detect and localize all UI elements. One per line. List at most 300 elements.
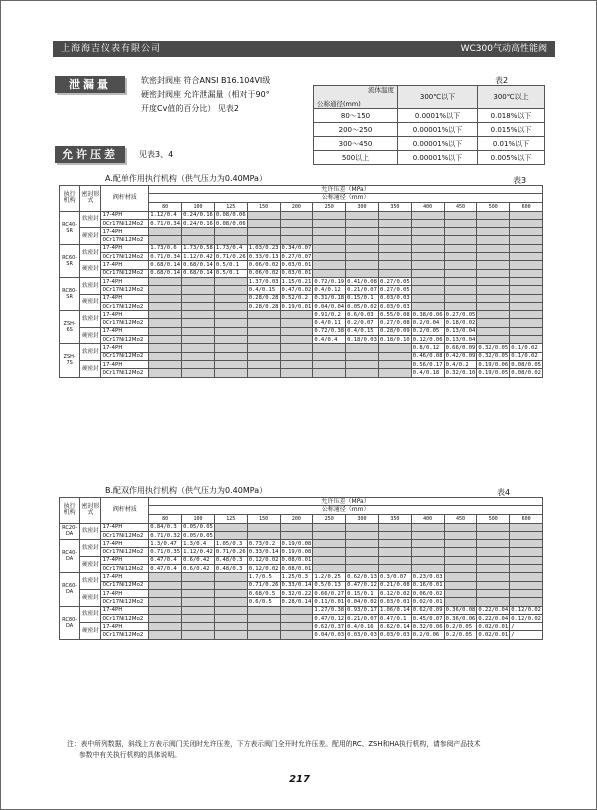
value-cell: 0.71/0.34 [150, 220, 181, 227]
value-cell: 0.3/0.07 [378, 573, 411, 581]
table2-cell: 0.015%以下 [478, 123, 545, 137]
value-cell: 0.27/0.05 [379, 278, 410, 285]
value-cell [444, 261, 477, 269]
dn-header: 125 [214, 202, 247, 211]
value-cell: 0.04/0.02 [347, 598, 377, 605]
value-cell: 0.27/0.05 [379, 286, 410, 293]
value-cell: 0.48/0.3 [214, 565, 247, 573]
value-cell [313, 244, 346, 252]
value-cell: 0.68/0.14 [183, 262, 213, 269]
value-cell [378, 556, 411, 564]
value-cell [182, 277, 215, 285]
seal-cell: 硬密封 [80, 261, 101, 278]
value-cell [346, 565, 379, 573]
table-row [60, 531, 543, 539]
value-cell [149, 598, 182, 606]
value-cell [313, 269, 346, 277]
value-cell [510, 581, 543, 589]
header-stem: 阀杆材质 [101, 498, 149, 524]
value-cell [214, 531, 247, 539]
value-cell [378, 244, 411, 252]
value-cell [477, 573, 510, 581]
value-cell [247, 327, 280, 335]
value-cell: 0.03/0.01 [379, 598, 410, 605]
value-cell: 0.15/0.1 [346, 589, 379, 597]
value-cell [378, 219, 411, 227]
value-cell: 0.4/0.16 [346, 623, 379, 631]
seal-cell: 软密封 [80, 244, 101, 261]
value-cell [280, 369, 313, 377]
value-cell [149, 352, 182, 360]
value-cell [149, 302, 182, 310]
table2-cell: 300～450 [314, 137, 398, 151]
value-cell [247, 531, 280, 539]
value-cell [411, 531, 444, 539]
value-cell [444, 253, 477, 261]
table-row [60, 294, 543, 302]
value-cell [411, 269, 444, 277]
stem-material-cell: 0Cr17Ni12Mo2 [101, 236, 149, 244]
value-cell: 0.06/0.02 [248, 270, 279, 277]
header-actuator: 执行机构 [60, 186, 80, 212]
dn-header: 100 [182, 202, 215, 211]
value-cell [346, 236, 379, 244]
value-cell: 1.3/0.4 [182, 540, 215, 548]
dn-header: 300 [346, 202, 379, 211]
value-cell [444, 211, 477, 219]
value-cell [411, 565, 444, 573]
seal-cell: 硬密封 [80, 294, 101, 311]
stem-material-cell: 17-4PH [101, 244, 149, 252]
value-cell: 0.45/0.07 [412, 615, 443, 622]
value-cell [444, 219, 477, 227]
value-cell [477, 556, 510, 564]
value-cell: 0.2/0.05 [444, 623, 477, 631]
value-cell [346, 531, 379, 539]
table2-cell: 0.00001%以下 [398, 137, 478, 151]
tableA-label: 表3 [513, 176, 527, 185]
dn-header: 150 [247, 202, 280, 211]
value-cell [346, 523, 379, 531]
tableB-label: 表4 [497, 488, 511, 497]
value-cell: 1.73/0.4 [214, 244, 247, 252]
value-cell: 0.84/0.3 [149, 523, 182, 531]
value-cell: 0.19/0.08 [281, 540, 312, 547]
value-cell [182, 589, 215, 597]
value-cell [346, 228, 379, 236]
value-cell [149, 327, 182, 335]
value-cell: 0.47/0.4 [149, 556, 182, 564]
value-cell [378, 360, 411, 368]
leak-line-3: 开度Cv值的百分比） 见表2 [141, 104, 239, 113]
value-cell: 1.73/0.58 [183, 245, 213, 252]
value-cell: 0.03/0.03 [379, 303, 410, 310]
value-cell [280, 631, 313, 639]
value-cell: 0.2/0.07 [346, 319, 379, 327]
value-cell: 0.05/0.05 [183, 532, 213, 539]
value-cell [149, 228, 182, 236]
value-cell [510, 294, 543, 302]
value-cell: 0.6/0.03 [346, 311, 379, 319]
table2-cell: 0.00001%以下 [398, 123, 478, 137]
table4 [59, 497, 543, 640]
table2-cell: 0.0001%以下 [398, 109, 478, 123]
value-cell: 0.73/0.2 [247, 540, 280, 548]
value-cell [411, 286, 444, 294]
value-cell [182, 286, 215, 294]
value-cell: 0.42/0.09 [445, 353, 476, 360]
value-cell [510, 253, 543, 261]
value-cell: 0.02/0.01 [478, 623, 509, 630]
value-cell: 0.18/0.02 [445, 320, 476, 327]
value-cell [182, 294, 215, 302]
value-cell: 0.12/0.02 [248, 565, 279, 572]
value-cell: 0.2/0.05 [411, 327, 444, 335]
leak-line-2: 硬密封阀座 允许泄漏量（相对于90° [141, 90, 270, 99]
table2-col2: 300℃以上 [478, 86, 545, 109]
value-cell: 0.47/0.12 [347, 582, 377, 589]
value-cell: 0.21/0.08 [379, 582, 410, 589]
value-cell [313, 360, 346, 368]
stem-material-cell: 0Cr17Ni12Mo2 [101, 369, 149, 377]
value-cell: 0.34/0.07 [281, 245, 312, 252]
value-cell [411, 302, 444, 310]
value-cell [214, 631, 247, 639]
table-row [60, 523, 543, 531]
table2-label: 表2 [495, 76, 509, 85]
table2-cell: 0.01%以下 [478, 137, 545, 151]
table2-row [314, 151, 545, 165]
value-cell: 1.37/0.03 [248, 278, 279, 285]
value-cell [346, 269, 379, 277]
value-cell [280, 352, 313, 360]
value-cell: 0.66/0.27 [314, 590, 345, 597]
dn-header: 500 [477, 202, 510, 211]
value-cell [280, 336, 313, 344]
table-row [60, 244, 543, 252]
value-cell: 0.62/0.37 [314, 623, 345, 630]
value-cell: 0.12/0.02 [511, 607, 541, 614]
value-cell [313, 344, 346, 352]
value-cell: 0.5/0.1 [214, 269, 247, 277]
stem-material-cell: 17-4PH [101, 606, 149, 614]
stem-material-cell: 17-4PH [101, 623, 149, 631]
value-cell: 0.03/0.01 [281, 270, 312, 277]
value-cell [182, 236, 215, 244]
value-cell [280, 606, 313, 614]
value-cell [149, 286, 182, 294]
value-cell [510, 219, 543, 227]
value-cell [510, 531, 543, 539]
value-cell: 0.23/0.03 [412, 574, 443, 581]
value-cell [214, 236, 247, 244]
value-cell [149, 236, 182, 244]
value-cell [214, 581, 247, 589]
company-name: 上海海吉仪表有限公司 [61, 44, 162, 54]
table2-diag-header [314, 86, 398, 109]
value-cell [149, 606, 182, 614]
value-cell [346, 244, 379, 252]
value-cell: 0.21/0.07 [347, 615, 377, 622]
value-cell [378, 523, 411, 531]
value-cell [510, 589, 543, 597]
stem-material-cell: 17-4PH [101, 228, 149, 236]
value-cell: 0.36/0.08 [445, 607, 476, 614]
value-cell [477, 565, 510, 573]
value-cell [444, 269, 477, 277]
value-cell [280, 344, 313, 352]
value-cell: 0.6/0.42 [182, 565, 215, 573]
value-cell [182, 336, 215, 344]
seal-cell: 硬密封 [80, 360, 101, 377]
value-cell: 0.2/0.05 [444, 631, 477, 639]
value-cell: 0.71/0.26 [215, 549, 246, 556]
stem-material-cell: 0Cr17Ni12Mo2 [101, 565, 149, 573]
value-cell [477, 327, 510, 335]
table2-cell: 80～150 [314, 109, 398, 123]
stem-material-cell: 17-4PH [101, 556, 149, 564]
value-cell [182, 581, 215, 589]
table-row [60, 261, 543, 269]
value-cell: 0.4/0.15 [346, 327, 379, 335]
value-cell [378, 211, 411, 219]
value-cell [378, 236, 411, 244]
value-cell [214, 614, 247, 622]
value-cell [444, 540, 477, 548]
value-cell [510, 244, 543, 252]
value-cell [477, 253, 510, 261]
dn-header: 80 [149, 202, 182, 211]
actuator-cell: RC80-DA [60, 606, 80, 639]
value-cell [444, 581, 477, 589]
value-cell: 0.93/0.17 [347, 607, 377, 614]
value-cell [510, 269, 543, 277]
value-cell: 0.4/0.15 [247, 286, 280, 294]
value-cell [247, 211, 280, 219]
dn-header: 400 [411, 514, 444, 523]
value-cell [313, 540, 346, 548]
value-cell: 0.32/0.06 [412, 623, 443, 630]
value-cell: 0.13/0.04 [445, 336, 476, 343]
value-cell: 0.05/0.02 [347, 303, 377, 310]
value-cell: 0.5/0.13 [313, 581, 346, 589]
seal-cell: 硬密封 [80, 623, 101, 640]
value-cell: 0.15/0.1 [346, 294, 379, 302]
value-cell [411, 261, 444, 269]
value-cell [280, 219, 313, 227]
value-cell [477, 219, 510, 227]
table-row [60, 540, 543, 548]
stem-material-cell: 17-4PH [101, 261, 149, 269]
value-cell [444, 236, 477, 244]
table-row [60, 623, 543, 631]
value-cell [214, 311, 247, 319]
value-cell [182, 598, 215, 606]
value-cell [444, 294, 477, 302]
value-cell: 0.08/0.01 [281, 557, 312, 564]
value-cell: 0.46/0.08 [412, 353, 443, 360]
table2-cell: 0.005%以下 [478, 151, 545, 165]
value-cell: 0.19/0.08 [281, 549, 312, 556]
value-cell [444, 286, 477, 294]
value-cell [378, 261, 411, 269]
value-cell: 0.47/0.12 [314, 615, 345, 622]
leak-line-1: 软密封阀座 符合ANSI B16.104VI级 [141, 76, 271, 85]
value-cell [510, 277, 543, 285]
dn-header: 500 [477, 514, 510, 523]
value-cell [346, 344, 379, 352]
table-row [60, 573, 543, 581]
value-cell: 0.72/0.38 [314, 328, 345, 335]
value-cell: 0.11/0.01 [314, 598, 345, 605]
value-cell [182, 228, 215, 236]
value-cell [214, 277, 247, 285]
header-allowable-pressure: 允许压差（MPa） [149, 186, 543, 194]
value-cell [247, 228, 280, 236]
value-cell [214, 589, 247, 597]
value-cell: 0.12/0.02 [511, 615, 541, 622]
value-cell: 0.24/0.16 [183, 212, 213, 219]
value-cell [182, 311, 215, 319]
value-cell [149, 369, 182, 377]
stem-material-cell: 0Cr17Ni12Mo2 [101, 614, 149, 622]
dn-header: 80 [149, 514, 182, 523]
value-cell [346, 540, 379, 548]
table2-row [314, 109, 545, 123]
seal-cell: 软密封 [80, 523, 101, 540]
value-cell [444, 565, 477, 573]
table2-cell: 500以上 [314, 151, 398, 165]
dn-header: 350 [378, 202, 411, 211]
value-cell [477, 336, 510, 344]
value-cell: 0.2/0.06 [411, 631, 444, 639]
seal-cell: 软密封 [80, 277, 101, 294]
value-cell: 0.62/0.09 [412, 607, 443, 614]
value-cell [346, 219, 379, 227]
value-cell [346, 369, 379, 377]
value-cell: 0.04/0.04 [314, 303, 345, 310]
value-cell: 0.36/0.06 [445, 615, 476, 622]
value-cell [313, 548, 346, 556]
value-cell: 0.06/0.02 [412, 590, 443, 597]
table-row [60, 589, 543, 597]
value-cell [313, 219, 346, 227]
table-row [60, 319, 543, 327]
value-cell: 0.4/0.12 [313, 286, 346, 294]
value-cell [510, 556, 543, 564]
seal-cell: 软密封 [80, 573, 101, 590]
value-cell: 1.73/0.6 [149, 244, 182, 252]
value-cell [477, 581, 510, 589]
value-cell: 0.66/0.09 [445, 344, 476, 351]
seal-cell: 软密封 [80, 211, 101, 228]
table-row [60, 556, 543, 564]
table3 [59, 185, 543, 378]
value-cell [280, 623, 313, 631]
value-cell [411, 228, 444, 236]
value-cell: 0.4/0.4 [313, 336, 346, 344]
value-cell [313, 556, 346, 564]
stem-material-cell: 17-4PH [101, 294, 149, 302]
value-cell [182, 369, 215, 377]
value-cell [247, 360, 280, 368]
table-header-row [60, 498, 543, 506]
allow-section-title: 允许压差 [55, 146, 125, 163]
table-row [60, 302, 543, 310]
value-cell [477, 236, 510, 244]
value-cell: 0.08/0.06 [215, 212, 246, 219]
table2-row [314, 137, 545, 151]
table-row [60, 277, 543, 285]
value-cell: 0.22/0.04 [478, 607, 509, 614]
value-cell [378, 369, 411, 377]
value-cell [378, 269, 411, 277]
value-cell: 0.2/0.04 [411, 319, 444, 327]
value-cell [477, 589, 510, 597]
value-cell: 1.05/0.3 [214, 540, 247, 548]
actuator-cell: RC60-DA [60, 573, 80, 606]
dn-header: 200 [280, 514, 313, 523]
value-cell [247, 523, 280, 531]
value-cell [149, 319, 182, 327]
value-cell: 0.68/0.14 [150, 262, 181, 269]
value-cell: 0.1/0.02 [510, 344, 543, 352]
value-cell [444, 598, 477, 606]
value-cell: 0.03/0.03 [379, 632, 410, 639]
value-cell [214, 360, 247, 368]
value-cell: 0.28/0.09 [379, 328, 410, 335]
tableA-caption: A.配单作用执行机构（供气压力为0.40MPa） [105, 174, 267, 183]
dn-header: 250 [313, 514, 346, 523]
value-cell: 0.24/0.16 [183, 220, 213, 227]
dn-header: 100 [182, 514, 215, 523]
value-cell [149, 589, 182, 597]
dn-header: 600 [510, 514, 543, 523]
value-cell [444, 589, 477, 597]
value-cell: 0.19/0.01 [281, 303, 312, 310]
value-cell: 0.68/0.14 [183, 270, 213, 277]
value-cell [182, 360, 215, 368]
value-cell: 0.41/0.08 [347, 278, 377, 285]
value-cell: 1.7/0.5 [247, 573, 280, 581]
value-cell [378, 531, 411, 539]
value-cell [182, 606, 215, 614]
seal-cell: 硬密封 [80, 589, 101, 606]
header-stem: 阀杆材质 [101, 186, 149, 212]
stem-material-cell: 0Cr17Ni12Mo2 [101, 302, 149, 310]
value-cell [510, 319, 543, 327]
stem-material-cell: 17-4PH [101, 589, 149, 597]
value-cell [214, 369, 247, 377]
value-cell [477, 244, 510, 252]
value-cell [149, 344, 182, 352]
value-cell [313, 253, 346, 261]
value-cell [378, 228, 411, 236]
stem-material-cell: 17-4PH [101, 277, 149, 285]
value-cell [313, 261, 346, 269]
value-cell: 0.28/0.28 [248, 295, 279, 302]
value-cell: 0.02/0.01 [478, 632, 509, 639]
value-cell: 0.32/0.10 [445, 369, 476, 376]
actuator-cell: ZSH-7S [60, 344, 80, 377]
value-cell: / [510, 631, 543, 639]
value-cell [411, 523, 444, 531]
value-cell [346, 352, 379, 360]
value-cell [182, 352, 215, 360]
value-cell [411, 211, 444, 219]
value-cell [378, 344, 411, 352]
table2-cell: 0.00001%以下 [398, 151, 478, 165]
